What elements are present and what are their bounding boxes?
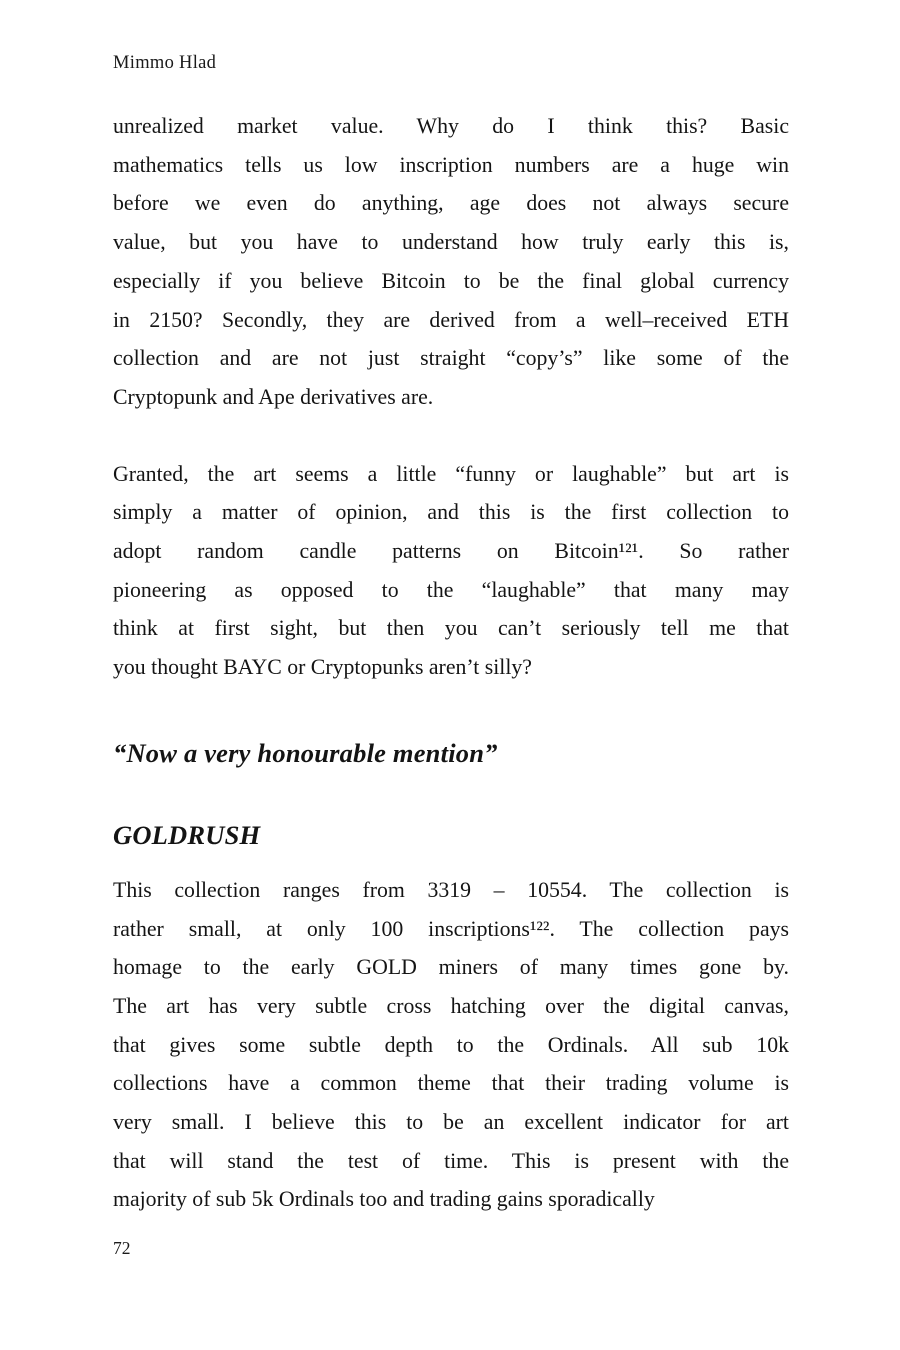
text-line: The art has very subtle cross hatching over the digital canvas,: [113, 993, 789, 1018]
page-body: [113, 107, 789, 1219]
text-line: very small. I believe this to be an excellent indicator for art: [113, 1110, 789, 1135]
text-line: simply a matter of opinion, and this is the first collection to: [113, 500, 789, 525]
text-line: value, but you have to understand how truly early this is,: [113, 230, 789, 255]
paragraph-goldrush: [113, 871, 789, 1219]
text-line: before we even do anything, age does not always secure: [113, 191, 789, 216]
paragraph-granted-art: [113, 455, 789, 687]
text-line: that gives some subtle depth to the Ordinals. All sub 10k: [113, 1032, 789, 1057]
text-line: in 2150? Secondly, they are derived from a well–received ETH: [113, 307, 789, 332]
quote-heading: “Now a very honourable mention”: [113, 737, 498, 768]
text-line: Granted, the art seems a little “funny or laughable” but art is: [113, 461, 789, 486]
text-line: homage to the early GOLD miners of many times gone by.: [113, 955, 789, 980]
running-header: Mimmo Hlad: [113, 53, 217, 73]
paragraph-market-value: [113, 107, 789, 417]
page-number: 72: [113, 1238, 131, 1258]
text-line: majority of sub 5k Ordinals too and trading gains sporadically: [113, 1187, 655, 1212]
text-line: unrealized market value. Why do I think this? Basic: [113, 114, 789, 138]
text-line: you thought BAYC or Cryptopunks aren’t silly?: [113, 655, 532, 680]
text-line: adopt random candle patterns on Bitcoin¹²¹. So rather: [113, 539, 789, 564]
text-line: Cryptopunk and Ape derivatives are.: [113, 384, 434, 409]
text-line: mathematics tells us low inscription numbers are a huge win: [113, 152, 789, 177]
text-line: pioneering as opposed to the “laughable” that many may: [113, 577, 789, 602]
text-line: collection and are not just straight “copy’s” like some of the: [113, 346, 789, 371]
text-line: that will stand the test of time. This is present with the: [113, 1148, 789, 1173]
text-line: This collection ranges from 3319 – 10554. The collection is: [113, 877, 789, 902]
text-line: collections have a common theme that their trading volume is: [113, 1071, 789, 1096]
text-line: think at first sight, but then you can’t seriously tell me that: [113, 616, 789, 641]
section-heading-goldrush: GOLDRUSH: [113, 819, 261, 850]
text-line: rather small, at only 100 inscriptions¹²². The collection pays: [113, 916, 789, 941]
text-line: especially if you believe Bitcoin to be the final global currency: [113, 268, 789, 293]
